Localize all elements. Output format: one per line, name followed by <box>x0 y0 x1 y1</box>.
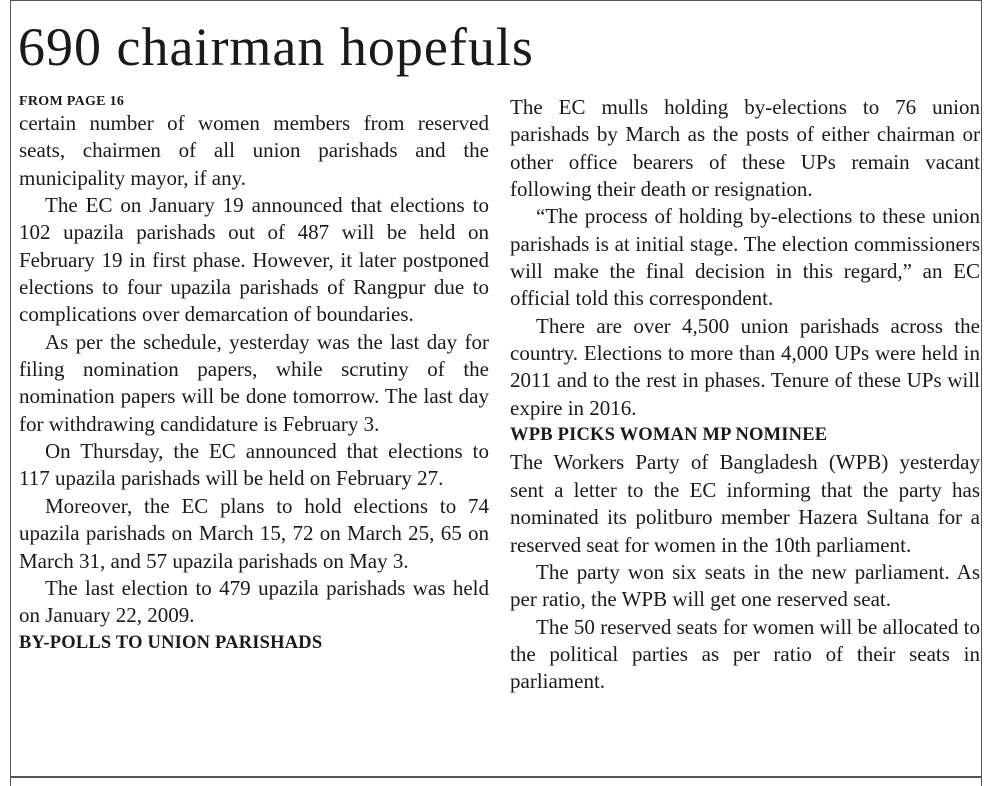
paragraph: On Thursday, the EC announced that elections to 117 upazila parishads will be held on February 27. <box>19 439 489 491</box>
subhead-by-polls: BY-POLLS TO UNION PARISHADS <box>19 632 323 653</box>
right-border <box>981 0 982 786</box>
left-border <box>10 0 11 786</box>
paragraph: The Workers Party of Bangladesh (WPB) yesterday sent a letter to the EC informing that the party has nominated its politburo member Hazera Sultana for a reserved seat for women in the 10th parliament. <box>510 450 980 557</box>
paragraph: The last election to 479 upazila parishads was held on January 22, 2009. <box>19 575 489 628</box>
paragraph: The party won six seats in the new parliament. As per ratio, the WPB will get one reserved seat. <box>510 559 980 612</box>
paragraph: The EC mulls holding by-elections to 76 union parishads by March as the posts of either chairman or other office bearers of these UPs remain vacant following their death or resignation. <box>510 95 980 202</box>
right-column <box>510 94 980 696</box>
paragraph: certain number of women members from reserved seats, chairmen of all union parishads and the municipality mayor, if any. <box>19 111 489 190</box>
paragraph: As per the schedule, yesterday was the last day for filing nomination papers, while scrutiny of the nomination papers will be done tomorrow. The last day for withdrawing candidature is February 3. <box>19 329 489 436</box>
jumpline: FROM PAGE 16 <box>19 94 125 109</box>
paragraph: The EC on January 19 announced that elections to 102 upazila parishads out of 487 will be held on February 19 in first phase. However, it later postponed elections to four upazila parishads of Rangpur due to complications over demarcation of boundaries. <box>19 193 489 327</box>
paragraph: “The process of holding by-elections to these union parishads is at initial stage. The election commissioners will make the final decision in this regard,” an EC official told this correspondent. <box>510 204 980 311</box>
paragraph: The 50 reserved seats for women will be allocated to the political parties as per ratio of their seats in parliament. <box>510 614 980 694</box>
left-column <box>19 94 489 657</box>
bottom-rule <box>10 776 982 778</box>
headline: 690 chairman hopefuls <box>18 17 534 77</box>
top-border <box>10 0 982 1</box>
paragraph: There are over 4,500 union parishads across the country. Elections to more than 4,000 UPs were held in 2011 and to the rest in phases. Tenure of these UPs will expire in 2016. <box>510 313 980 420</box>
paragraph: Moreover, the EC plans to hold elections to 74 upazila parishads on March 15, 72 on March 25, 65 on March 31, and 57 upazila parishads on May 3. <box>19 493 489 573</box>
subhead-wpb: WPB PICKS WOMAN MP NOMINEE <box>510 425 828 446</box>
